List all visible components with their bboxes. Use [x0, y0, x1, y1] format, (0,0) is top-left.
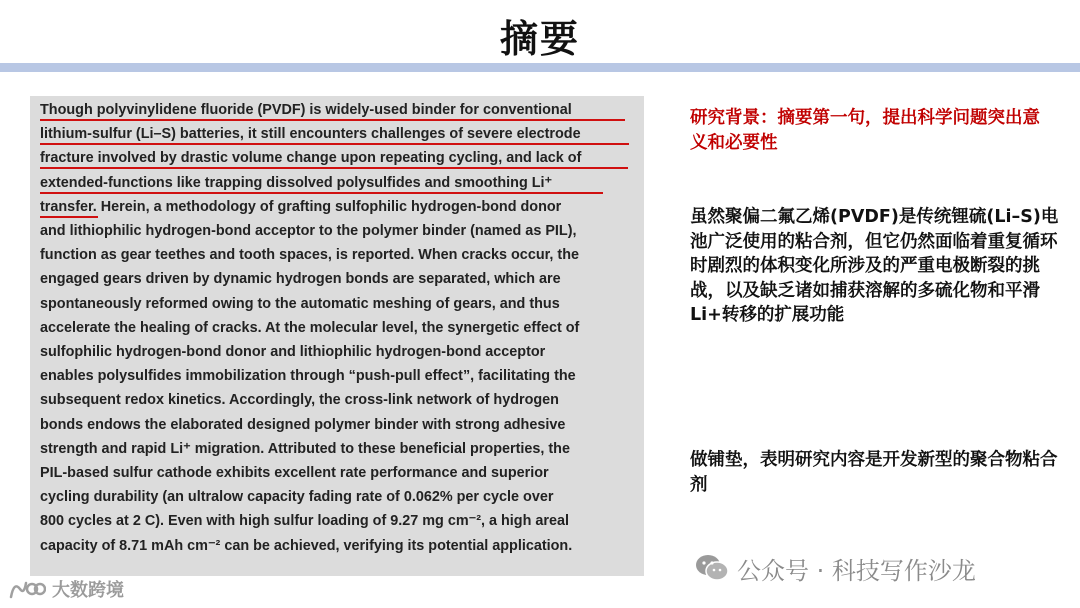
abstract-line: cycling durability (an ultralow capacity fading rate of 0.062% per cycle over [40, 489, 554, 506]
abstract-line: subsequent redox kinetics. Accordingly, the cross-link network of hydrogen [40, 392, 559, 409]
abstract-line: and lithiophilic hydrogen-bond acceptor to the polymer binder (named as PIL), [40, 223, 577, 240]
brand-logo [8, 576, 124, 602]
abstract-line: accelerate the healing of cracks. At the molecular level, the synergetic effect of [40, 319, 580, 336]
header-divider-bar [0, 63, 1080, 72]
brand-logo-text: 大数跨境 [52, 580, 124, 601]
wechat-icon [695, 553, 729, 583]
abstract-line: sulfophilic hydrogen-bond donor and lithiophilic hydrogen-bond acceptor [40, 344, 546, 361]
abstract-line: 800 cycles at 2 C). Even with high sulfur loading of 9.27 mg cm⁻², a high areal [40, 513, 569, 530]
red-underline [40, 167, 628, 169]
translation-note: 虽然聚偏二氟乙烯(PVDF)是传统锂硫(Li–S)电池广泛使用的粘合剂，但它仍然面临着重复循环时剧烈的体积变化所涉及的严重电极断裂的挑战，以及缺乏诸如捕获溶解的多硫化物和平滑Li+转移的扩展功能 [690, 207, 1059, 325]
abstract-line: engaged gears driven by dynamic hydrogen bonds are separated, which are [40, 271, 561, 288]
abstract-line: bonds endows the elaborated designed polymer binder with strong adhesive [40, 416, 566, 433]
red-underline [40, 143, 629, 145]
abstract-line: Though polyvinylidene fluoride (PVDF) is widely-used binder for conventional [40, 98, 640, 122]
abstract-line: fracture involved by drastic volume change upon repeating cycling, and lack of [40, 146, 640, 170]
abstract-text [40, 98, 640, 558]
slide-title: 摘要 [499, 17, 580, 61]
research-background-note: 研究背景：摘要第一句，提出科学问题突出意义和必要性 [690, 108, 1040, 153]
abstract-line: spontaneously reformed owing to the automatic meshing of gears, and thus [40, 295, 560, 312]
abstract-line: transfer. Herein, a methodology of grafting sulfophilic hydrogen-bond donor [40, 195, 640, 219]
red-underline [40, 119, 625, 121]
watermark-text: 公众号 · 科技写作沙龙 [737, 556, 976, 585]
watermark [695, 548, 976, 588]
abstract-panel [30, 96, 644, 576]
abstract-line: extended-functions like trapping dissolved polysulfides and smoothing Li⁺ [40, 171, 640, 195]
abstract-line: enables polysulfides immobilization through “push-pull effect”, facilitating the [40, 368, 576, 385]
abstract-line: strength and rapid Li⁺ migration. Attributed to these beneficial properties, the [40, 440, 570, 457]
abstract-line: capacity of 8.71 mAh cm⁻² can be achieved, verifying its potential application. [40, 537, 573, 554]
abstract-line: lithium-sulfur (Li–S) batteries, it still encounters challenges of severe electrode [40, 122, 640, 146]
red-underline [40, 192, 603, 194]
brand-logo-icon [8, 577, 46, 601]
lead-in-note: 做铺垫，表明研究内容是开发新型的聚合物粘合剂 [690, 450, 1058, 495]
abstract-line: function as gear teethes and tooth spaces, is reported. When cracks occur, the [40, 247, 579, 264]
abstract-line: PIL-based sulfur cathode exhibits excellent rate performance and superior [40, 465, 549, 482]
red-underline [40, 216, 98, 218]
